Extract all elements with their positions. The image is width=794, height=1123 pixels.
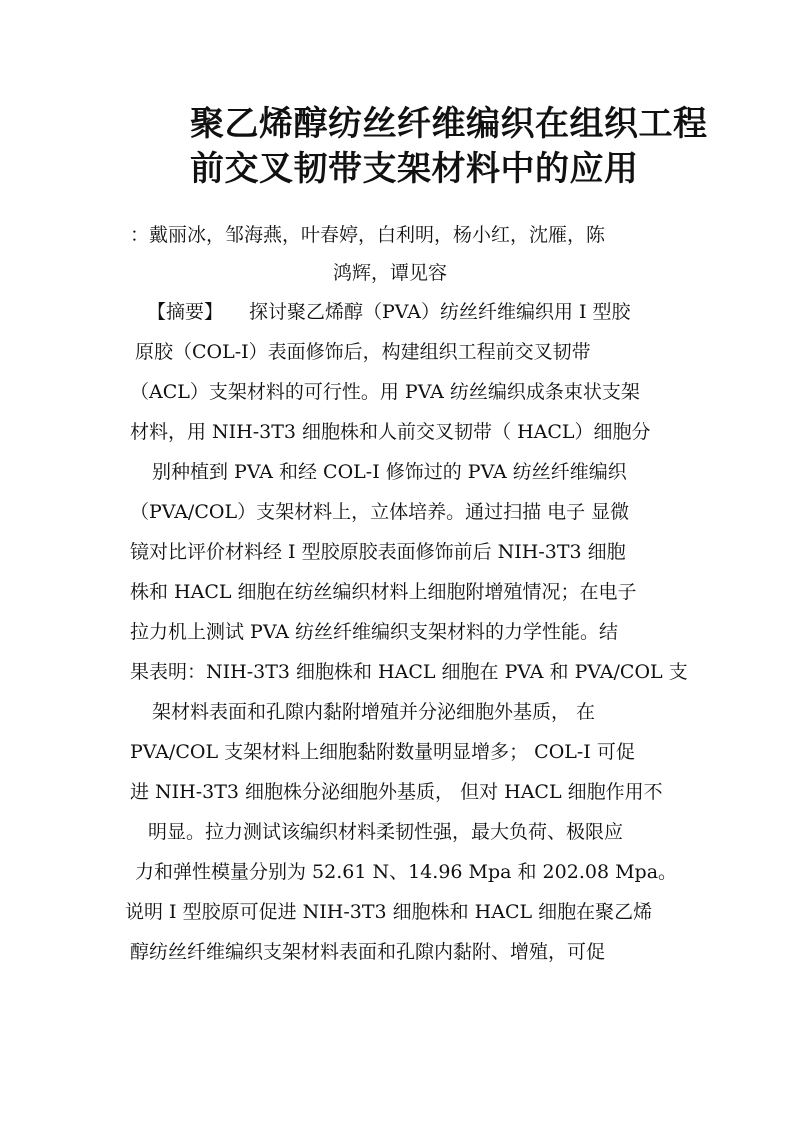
abstract-line: 别种植到 PVA 和经 COL-I 修饰过的 PVA 纺丝纤维编织 xyxy=(152,461,627,483)
abstract-line: （PVA/COL）支架材料上，立体培养。通过扫描 电子 显微 xyxy=(130,501,630,523)
abstract-line: 醇纺丝纤维编织支架材料表面和孔隙内黏附、增殖，可促 xyxy=(130,941,606,963)
abstract-line: 镜对比评价材料经 I 型胶原胶表面修饰前后 NIH-3T3 细胞 xyxy=(130,541,626,563)
abstract-line: 原胶（COL-I）表面修饰后，构建组织工程前交叉韧带 xyxy=(135,341,591,363)
abstract-line: 力和弹性模量分别为 52.61 N、14.96 Mpa 和 202.08 Mpa。 xyxy=(135,861,678,883)
title-line-1: 聚乙烯醇纺丝纤维编织在组织工程 xyxy=(190,104,708,144)
abstract-line: 拉力机上测试 PVA 纺丝纤维编织支架材料的力学性能。结 xyxy=(130,621,619,643)
abstract-line: 株和 HACL 细胞在纺丝编织材料上细胞附增殖情况；在电子 xyxy=(130,581,637,603)
abstract-line: 材料，用 NIH-3T3 细胞株和人前交叉韧带（ HACL）细胞分 xyxy=(130,421,651,443)
paper-title xyxy=(190,102,750,192)
abstract-line: 架材料表面和孔隙内黏附增殖并分泌细胞外基质， 在 xyxy=(152,701,596,723)
abstract-line xyxy=(147,292,631,332)
abstract-line: 明显。拉力测试该编织材料柔韧性强，最大负荷、极限应 xyxy=(148,821,624,843)
abstract-line: 说明 I 型胶原可促进 NIH-3T3 细胞株和 HACL 细胞在聚乙烯 xyxy=(125,901,653,923)
abstract-line: 进 NIH-3T3 细胞株分泌细胞外基质， 但对 HACL 细胞作用不 xyxy=(130,781,663,803)
abstract-text: 探讨聚乙烯醇（PVA）纺丝纤维编织用 I 型胶 xyxy=(249,301,631,323)
authors-line-1: ：戴丽冰，邹海燕，叶春婷，白利明，杨小红，沈雁，陈 xyxy=(130,224,606,246)
abstract-line: （ACL）支架材料的可行性。用 PVA 纺丝编织成条束状支架 xyxy=(130,381,640,403)
abstract-line: 果表明：NIH-3T3 细胞株和 HACL 细胞在 PVA 和 PVA/COL 支 xyxy=(130,661,688,683)
title-line-2: 前交叉韧带支架材料中的应用 xyxy=(190,149,639,189)
abstract-line: PVA/COL 支架材料上细胞黏附数量明显增多； COL-I 可促 xyxy=(130,741,635,763)
abstract-label: 【摘要】 xyxy=(147,301,224,323)
authors-line-2: 鸿辉，谭见容 xyxy=(333,262,448,284)
